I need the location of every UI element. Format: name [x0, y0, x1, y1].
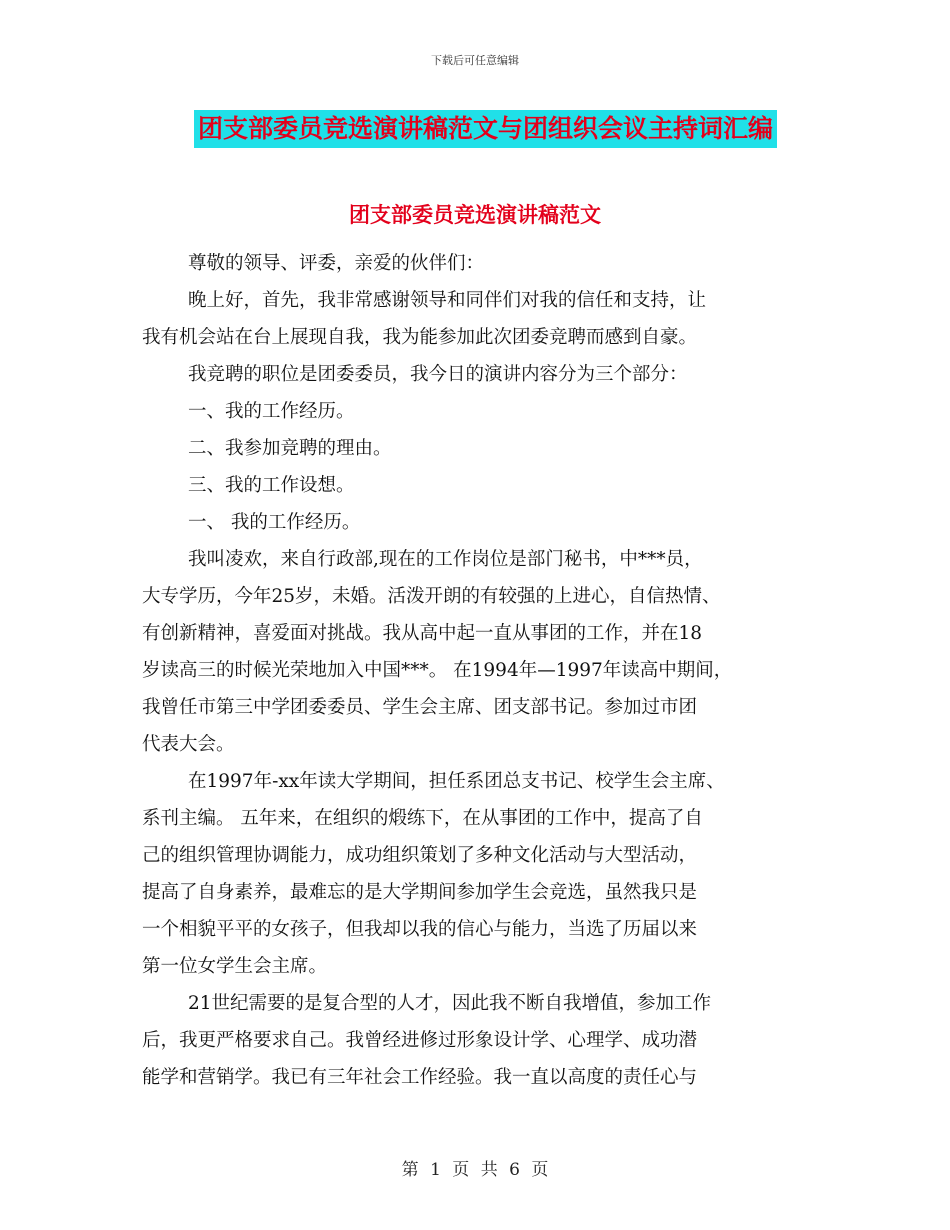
body-line: 21世纪需要的是复合型的人才，因此我不断自我增值，参加工作	[188, 993, 712, 1014]
body-line: 尊敬的领导、评委，亲爱的伙伴们：	[188, 253, 485, 274]
body-line: 我曾任市第三中学团委委员、学生会主席、团支部书记。参加过市团	[142, 697, 698, 718]
body-line: 我竞聘的职位是团委委员，我今日的演讲内容分为三个部分：	[188, 364, 688, 385]
body-line: 一个相貌平平的女孩子，但我却以我的信心与能力，当选了历届以来	[142, 919, 698, 940]
page-number: 第 1 页 共 6 页	[401, 1160, 549, 1180]
body-line: 二、我参加竞聘的理由。	[188, 438, 392, 459]
section-title: 团支部委员竞选演讲稿范文	[349, 203, 601, 227]
body-line: 一、我的工作经历。	[188, 401, 355, 422]
body-line: 己的组织管理协调能力，成功组织策划了多种文化活动与大型活动，	[142, 845, 698, 866]
body-text	[142, 245, 822, 1096]
body-line: 晚上好，首先，我非常感谢领导和同伴们对我的信任和支持，让	[188, 290, 707, 311]
body-line: 在1997年-xx年读大学期间，担任系团总支书记、校学生会主席、	[188, 771, 725, 792]
body-line: 提高了自身素养，最难忘的是大学期间参加学生会竞选，虽然我只是	[142, 882, 698, 903]
document-title: 团支部委员竞选演讲稿范文与团组织会议主持词汇编	[194, 110, 777, 148]
body-line: 我叫凌欢，来自行政部,现在的工作岗位是部门秘书，中***员，	[188, 549, 703, 570]
header-note: 下载后可任意编辑	[431, 54, 519, 67]
body-line: 一、 我的工作经历。	[188, 512, 361, 533]
body-line: 大专学历，今年25岁，未婚。活泼开朗的有较强的上进心，自信热情、	[142, 586, 721, 607]
body-line: 第一位女学生会主席。	[142, 956, 328, 977]
body-line: 后，我更严格要求自己。我曾经进修过形象设计学、心理学、成功潜	[142, 1030, 698, 1051]
body-line: 代表大会。	[142, 734, 235, 755]
body-line: 能学和营销学。我已有三年社会工作经验。我一直以高度的责任心与	[142, 1067, 698, 1088]
body-line: 岁读高三的时候光荣地加入中国***。 在1994年—1997年读高中期间，	[142, 660, 733, 681]
body-line: 三、我的工作设想。	[188, 475, 355, 496]
body-line: 系刊主编。 五年来，在组织的煅练下，在从事团的工作中，提高了自	[142, 808, 703, 829]
body-line: 我有机会站在台上展现自我，我为能参加此次团委竞聘而感到自豪。	[142, 327, 698, 348]
body-line: 有创新精神，喜爱面对挑战。我从高中起一直从事团的工作，并在18	[142, 623, 703, 644]
